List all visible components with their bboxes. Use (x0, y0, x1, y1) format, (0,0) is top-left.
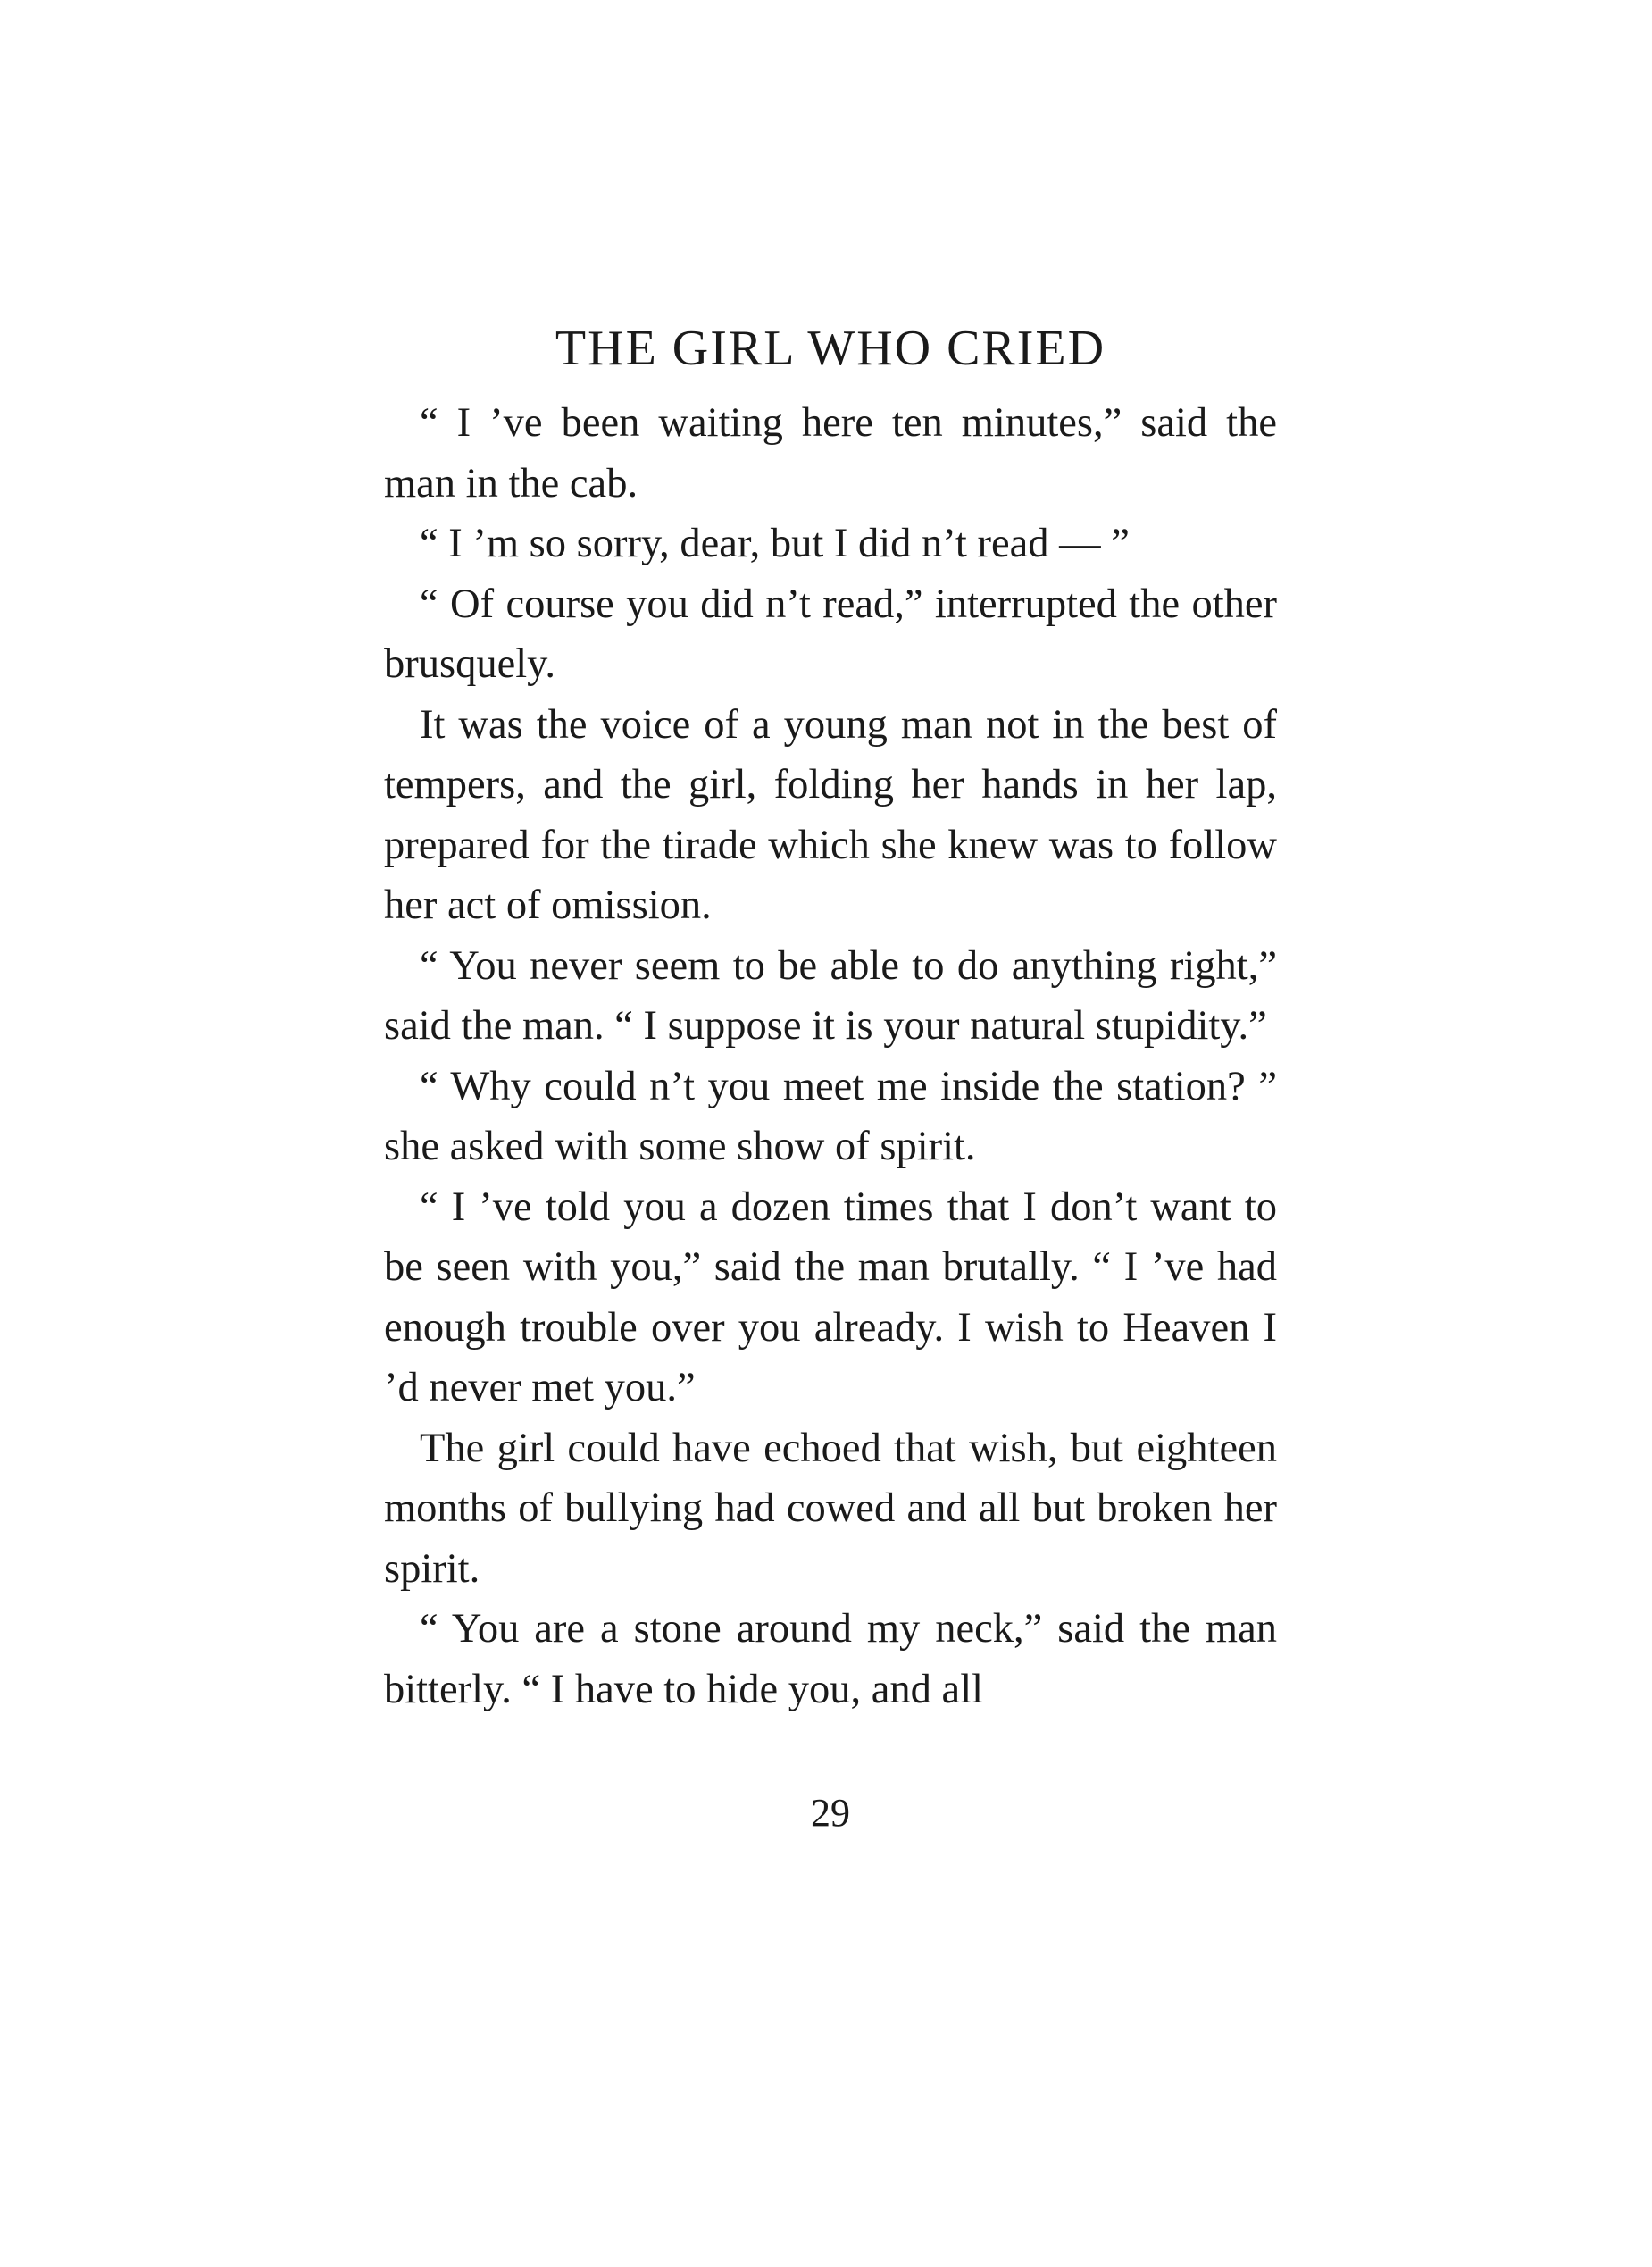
paragraph: “ You never seem to be able to do anything right,” said the man. “ I suppose it is your natural stupidity.” (384, 942, 1277, 1049)
body-text (384, 393, 1277, 1719)
paragraph: “ I ’ve told you a dozen times that I don’t want to be seen with you,” said the man brutally. “ I ’ve had enough trouble over you already. I wish to Heaven I ’d never met you.” (384, 1184, 1277, 1410)
paragraph: It was the voice of a young man not in the best of tempers, and the girl, folding her hands in her lap, prepared for the tirade which she knew was to follow her act of omission. (384, 701, 1277, 928)
paragraph: “ Why could n’t you meet me inside the station? ” she asked with some show of spirit. (384, 1063, 1277, 1169)
paragraph: The girl could have echoed that wish, but eighteen months of bullying had cowed and all but broken her spirit. (384, 1425, 1277, 1592)
paragraph: “ I ’ve been waiting here ten minutes,” said the man in the cab. (384, 400, 1277, 506)
page-number: 29 (811, 1791, 850, 1835)
running-head: THE GIRL WHO CRIED (555, 321, 1106, 376)
paragraph: “ Of course you did n’t read,” interrupted the other brusquely. (384, 581, 1277, 687)
paragraph: “ You are a stone around my neck,” said the man bitterly. “ I have to hide you, and all (384, 1606, 1277, 1712)
paragraph: “ I ’m so sorry, dear, but I did n’t read — ” (420, 521, 1130, 566)
